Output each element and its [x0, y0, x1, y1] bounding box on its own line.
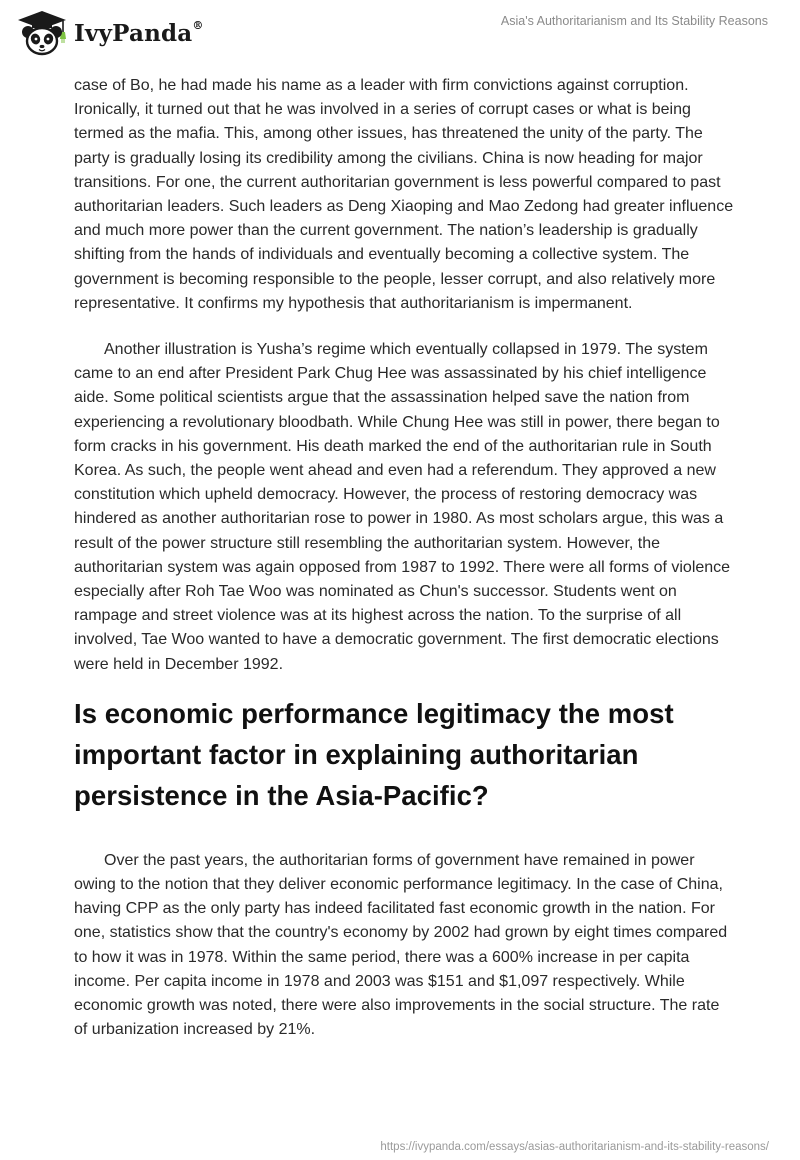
brand-name: IvyPanda® — [74, 18, 204, 47]
paragraph: case of Bo, he had made his name as a leader with firm convictions against corruption. Ironically, it turned out that he was involved in a series of corrupt cases or what is being termed as the mafia. This, among other issues, has threatened the unity of the party. The party is gradually losing its credibility among the civilians. China is now heading for major transitions. For one, the current authoritarian government is less powerful compared to past authoritarian leaders. Such leaders as Deng Xiaoping and Mao Zedong had greater influence and much more power than the current government. The nation’s leadership is gradually shifting from the hands of individuals and eventually becoming a collective system. The government is becoming responsible to the people, lesser corrupt, and also relatively more representative. It confirms my hypothesis that authoritarianism is impermanent. — [74, 77, 734, 312]
article-body — [74, 74, 734, 1043]
source-url[interactable]: https://ivypanda.com/essays/asias-authoritarianism-and-its-stability-reasons/ — [380, 1141, 769, 1153]
panda-graduation-cap-icon — [14, 8, 70, 58]
paragraph: Over the past years, the authoritarian forms of government have remained in power owing to the notion that they deliver economic performance legitimacy. In the case of China, having CPP as the only party has indeed facilitated fast economic growth in the nation. For one, statistics show that the country's economy by 2002 had grown by eight times compared to how it was in 1978. Within the same period, there was a 600% increase in per capita income. Per capita income in 1978 and 2003 was $151 and $1,097 respectively. While economic growth was noted, there were also improvements in the social structure. The rate of urbanization increased by 21%. — [74, 851, 728, 1039]
document-title: Asia's Authoritarianism and Its Stability Reasons — [500, 14, 768, 28]
section-heading: Is economic performance legitimacy the most important factor in explaining authoritarian persistence in the Asia-Pacific? — [74, 697, 674, 811]
brand-logo[interactable] — [14, 8, 204, 58]
page-header — [0, 0, 800, 64]
paragraph: Another illustration is Yusha’s regime which eventually collapsed in 1979. The system came to an end after President Park Chug Hee was assassinated by his chief intelligence aide. Some political scientists argue that the assassination helped save the nation from experiencing a revolutionary bloodbath. While Chung Hee was still in power, there began to form cracks in his government. His death marked the end of the authoritarian rule in South Korea. As such, the people went ahead and even had a referendum. They approved a new constitution which upheld democracy. However, the process of restoring democracy was hindered as another authoritarian rose to power in 1980. As most scholars argue, this was a result of the power structure still resembling the authoritarian system. However, the authoritarian system was again opposed from 1987 to 1992. There were all forms of violence especially after Roh Tae Woo was nominated as Chun's successor. Students went on rampage and street violence was at its highest across the nation. To the surprise of all involved, Tae Woo wanted to have a democratic government. The first democratic elections were held in December 1992. — [74, 341, 731, 673]
